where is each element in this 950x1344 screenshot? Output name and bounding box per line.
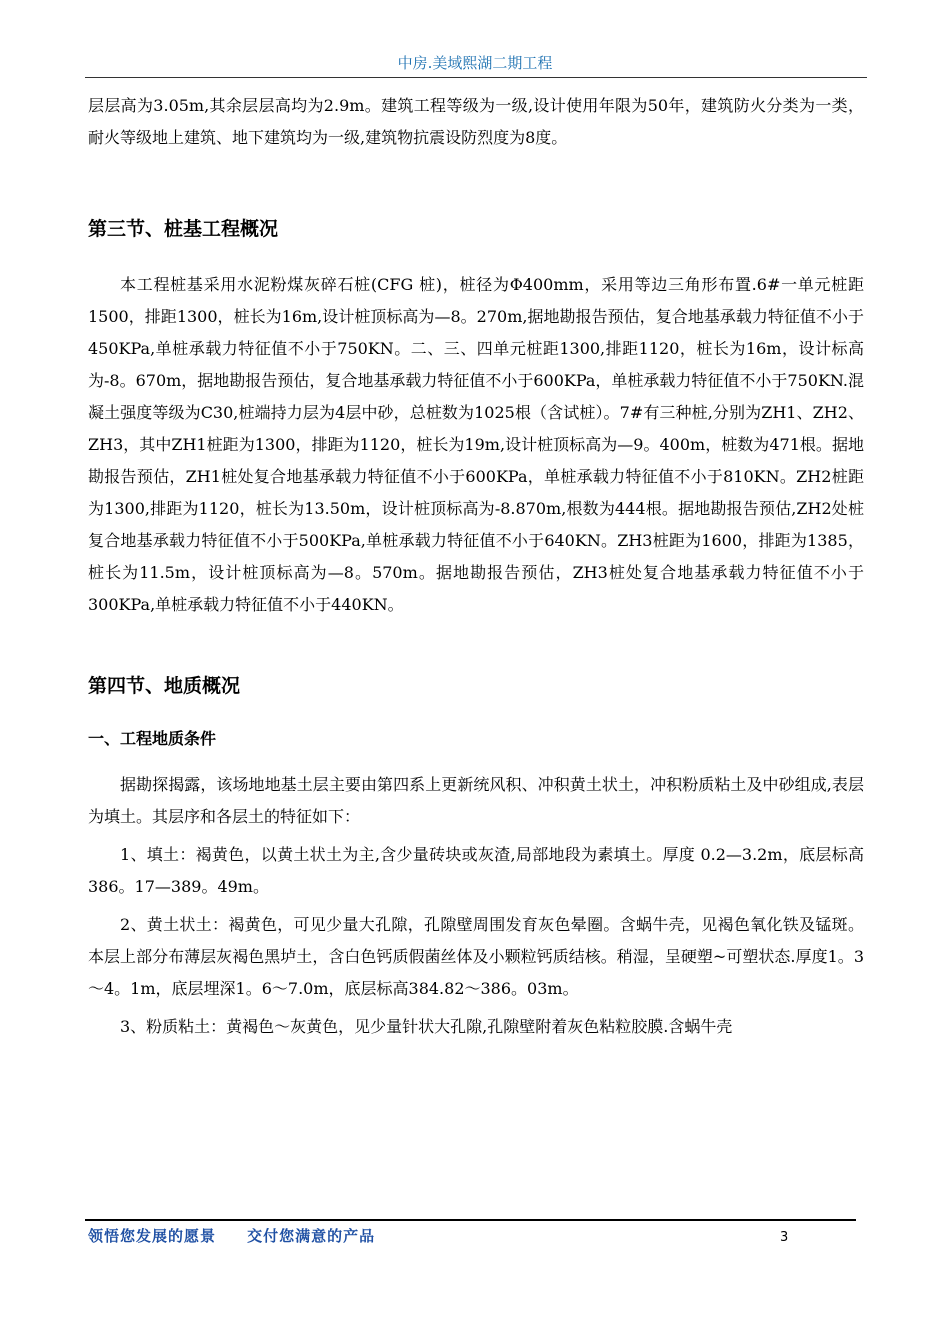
intro-paragraph: 层层高为3.05m,其余层层高均为2.9m。建筑工程等级为一级,设计使用年限为50年，建筑防火分类为一类，耐火等级地上建筑、地下建筑均为一级,建筑物抗震设防烈度为8度。 — [88, 96, 864, 147]
section-4-title: 第四节、地质概况 — [88, 675, 241, 697]
page-number: 3 — [780, 1230, 789, 1245]
subsection-1-title: 一、工程地质条件 — [88, 729, 217, 748]
header-title: 中房.美域熙湖二期工程 — [397, 54, 553, 72]
footer-divider — [85, 1219, 856, 1221]
section-3-paragraph: 本工程桩基采用水泥粉煤灰碎石桩(CFG 桩)，桩径为Φ400mm，采用等边三角形布置.6#一单元桩距1500，排距1300，桩长为16m,设计桩顶标高为—8。270m,据地勘报告预估，复合地基承载力特征值不小于450KPa,单桩承载力特征值不小于750KN。二、三、四单元桩距1300,排距1120，桩长为16m，设计标高为-8。670m，据地勘报告预估，复合地基承载力特征值不小于600KPa，单桩承载力特征值不小于750KN.混凝土强度等级为C30,桩端持力层为4层中砂，总桩数为1025根（含试桩）。7#有三种桩,分别为ZH1、ZH2、ZH3，其中ZH1桩距为1300，排距为1120，桩长为19m,设计桩顶标高为—9。400m，桩数为471根。据地勘报告预估，ZH1桩处复合地基承载力特征值不小于600KPa，单桩承载力特征值不小于810KN。ZH2桩距为1300,排距为1120，桩长为13.50m，设计桩顶标高为-8.870m,根数为444根。据地勘报告预估,ZH2处桩复合地基承载力特征值不小于500KPa,单桩承载力特征值不小于640KN。ZH3桩距为1600，排距为1385，桩长为11.5m，设计桩顶标高为—8。570m。据地勘报告预估，ZH3桩处复合地基承载力特征值不小于300KPa,单桩承载力特征值不小于440KN。 — [88, 275, 864, 614]
section-3-title: 第三节、桩基工程概况 — [88, 218, 279, 240]
geology-paragraph-silty-clay: 3、粉质粘土：黄褐色～灰黄色，见少量针状大孔隙,孔隙壁附着灰色粘粒胶膜.含蜗牛壳 — [120, 1017, 733, 1036]
geology-paragraph-loess: 2、黄土状土：褐黄色，可见少量大孔隙，孔隙壁周围发育灰色晕圈。含蜗牛壳，见褐色氧化铁及锰斑。本层上部分布薄层灰褐色黑垆土，含白色钙质假菌丝体及小颗粒钙质结核。稍湿，呈硬塑~可塑状态.厚度1。3～4。1m，底层埋深1。6～7.0m，底层标高384.82～386。03m。 — [88, 915, 864, 998]
document-body — [88, 90, 864, 1043]
geology-paragraph-fill: 1、填土：褐黄色，以黄土状土为主,含少量砖块或灰渣,局部地段为素填土。厚度 0.2—3.2m，底层标高386。17—389。49m。 — [88, 845, 864, 896]
geology-paragraph-intro: 据勘探揭露，该场地地基土层主要由第四系上更新统风积、冲积黄土状土，冲积粉质粘土及中砂组成,表层为填土。其层序和各层土的特征如下： — [88, 775, 864, 826]
header-divider — [85, 77, 867, 78]
footer-slogan: 领悟您发展的愿景 交付您满意的产品 — [88, 1227, 376, 1245]
